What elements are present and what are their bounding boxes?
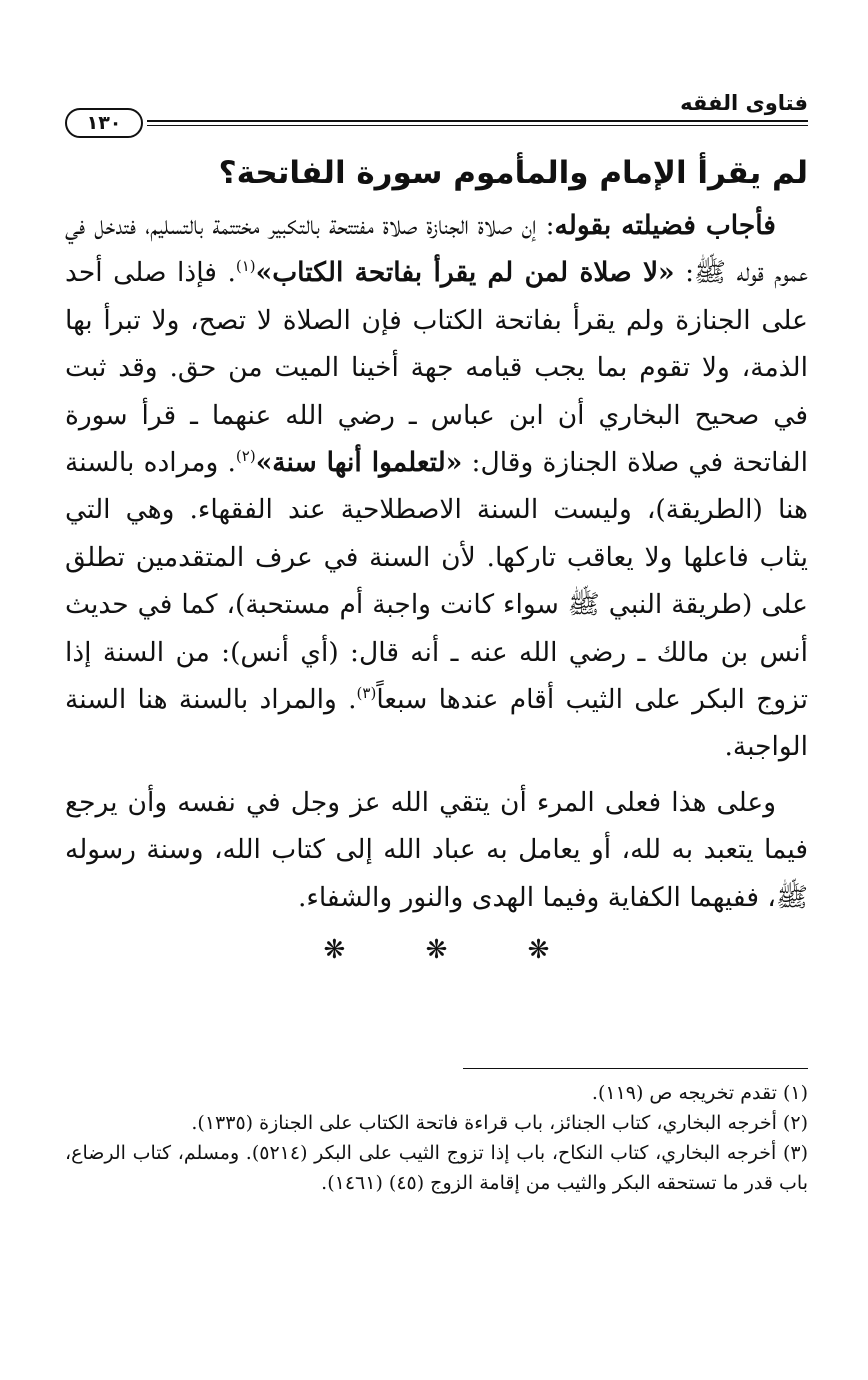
answer-paragraph [65,202,808,771]
answer-text-b: . فإذا صلى أحد على الجنازة ولم يقرأ بفاتحة الكتاب فإن الصلاة لا تصح، ولا تبرأ بها الذمة، ولا تقوم بما يجب قيامه جهة أخينا الميت من حق. وقد ثبت في صحيح البخاري أن ابن عباس ـ رضي الله عنهما ـ قرأ سورة الفاتحة في صلاة الجنازة وقال: [65,257,808,479]
footnote-3: (٣) أخرجه البخاري، كتاب النكاح، باب إذا تزوج الثيب على البكر (٥٢١٤). ومسلم، كتاب الرضاع، باب قدر ما تستحقه البكر والثيب من إقامة الزوج (٤٥) (١٤٦١). [65,1142,808,1194]
footnote-rule [463,1068,808,1069]
section-separator: ❋ ❋ ❋ [323,935,586,966]
footnote-2: (٢) أخرجه البخاري، كتاب الجنائز، باب قراءة فاتحة الكتاب على الجنازة (١٣٣٥). [191,1112,808,1134]
footnote-ref-2: (٢) [235,447,256,466]
running-title: فتاوى الفقه [680,91,808,115]
footnote-1: (١) تقدم تخريجه ص (١١٩). [591,1082,808,1104]
header-rule [147,120,808,122]
footnote-ref-1: (١) [235,257,256,276]
main-text [65,148,808,965]
header-rule-thin [147,125,808,126]
running-header [65,86,808,134]
ibn-abbas-quote: «لتعلموا أنها سنة» [255,447,463,479]
footnote-ref-3: (٣) [356,684,377,703]
page-number: ١٣٠ [65,108,143,138]
hadith-quote: «لا صلاة لمن لم يقرأ بفاتحة الكتاب» [255,257,675,289]
answer-lead: فأجاب فضيلته بقوله [554,210,776,241]
answer-text-d: . والمراد بالسنة هنا السنة الواجبة. [65,684,808,763]
answer-text-a: : إن صلاة الجنازة صلاة مفتتحة بالتكبير مختتمة بالتسليم، فتدخل في عموم قوله ﷺ: [65,210,808,289]
answer-text-c: . ومراده بالسنة هنا (الطريقة)، وليست السنة الاصطلاحية عند الفقهاء. وهي التي يثاب فاعلها ولا يعاقب تاركها. لأن السنة في عرف المتقدمين تطلق على (طريقة النبي ﷺ سواء كانت واجبة أم مستحبة)، كما في حديث أنس بن مالك ـ رضي الله عنه ـ أنه قال: (أي أنس): من السنة إذا تزوج البكر على الثيب أقام عندها سبعاً [65,447,809,716]
conclusion-paragraph: وعلى هذا فعلى المرء أن يتقي الله عز وجل في نفسه وأن يرجع فيما يتعبد به لله، أو يعامل به عباد الله إلى كتاب الله، وسنة رسوله ﷺ، ففيهما الكفاية وفيما الهدى والنور والشفاء. [65,786,808,913]
question-heading: لم يقرأ الإمام والمأموم سورة الفاتحة؟ [218,155,808,191]
footnotes [65,1078,808,1198]
